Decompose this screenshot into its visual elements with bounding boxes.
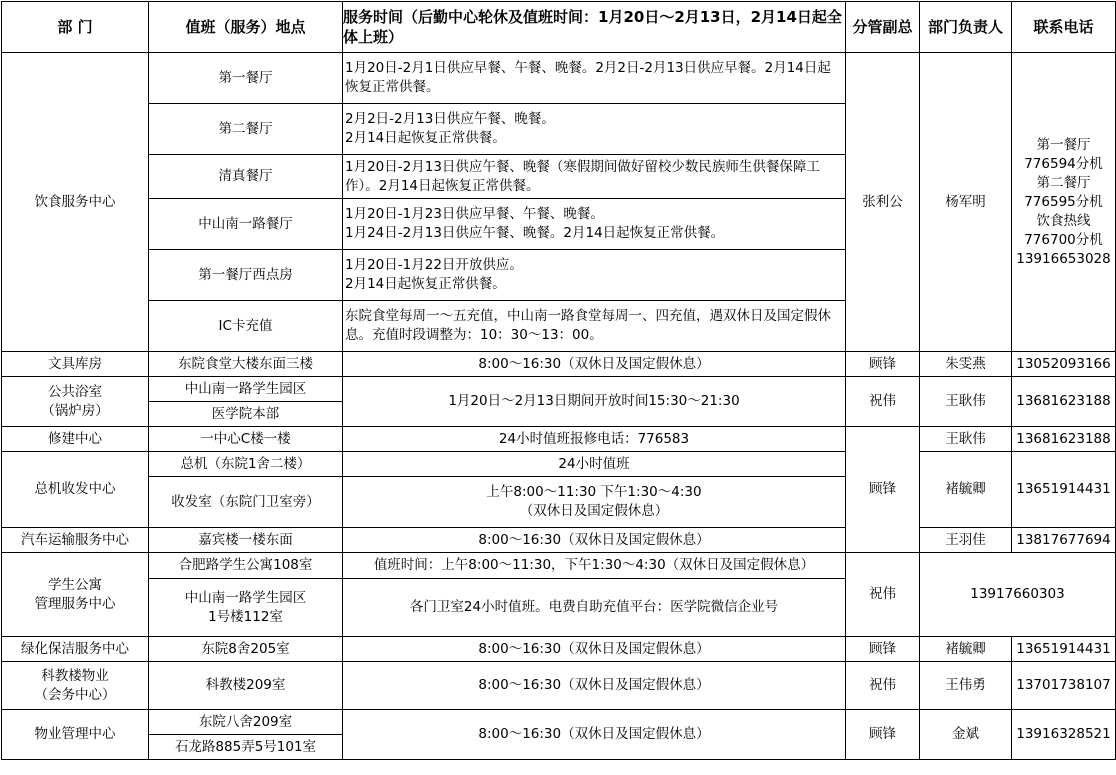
location-cell: 中山南一路学生园区 [149, 377, 343, 402]
vp-cell: 顾锋 [846, 427, 920, 553]
location-cell: 科教楼209室 [149, 662, 343, 710]
dept-head-cell: 王耿伟 [920, 377, 1012, 427]
dept-head-cell: 杨军明 [920, 53, 1012, 352]
service-time-cell: 1月20日-2月1日供应早餐、午餐、晚餐。2月2日-2月13日供应早餐。2月14日起恢复正常供餐。 [343, 53, 846, 104]
table-row [2, 352, 1116, 377]
header-phone: 联系电话 [1012, 2, 1116, 53]
dept-head-cell: 褚毓卿 [920, 637, 1012, 662]
dept-stationery: 文具库房 [2, 352, 149, 377]
phone-cell: 13917660303 [920, 553, 1116, 637]
service-time-cell: 1月20日-2月13日供应午餐、晚餐（寒假期间做好留校少数民族师生供餐保障工作）。2月14日起恢复正常供餐。 [343, 155, 846, 199]
table-row [2, 452, 1116, 477]
duty-schedule-table [1, 1, 1116, 760]
header-vp: 分管副总 [846, 2, 920, 53]
vp-cell: 祝伟 [846, 662, 920, 710]
phone-cell: 13651914431 [1012, 452, 1116, 528]
dept-head-cell: 王羽佳 [920, 528, 1012, 553]
vp-cell: 顾锋 [846, 710, 920, 760]
service-time-cell: 1月20日-1月22日开放供应。 2月14日起恢复正常供餐。 [343, 250, 846, 301]
vp-cell: 顾锋 [846, 352, 920, 377]
table-row [2, 377, 1116, 402]
table-row [2, 553, 1116, 579]
dept-repair: 修建中心 [2, 427, 149, 452]
location-cell: 清真餐厅 [149, 155, 343, 199]
dept-catering: 饮食服务中心 [2, 53, 149, 352]
service-time-cell: 上午8:00～11:30 下午1:30～4:30 （双休日及国定假休息） [343, 477, 846, 528]
service-time-cell: 24小时值班报修电话：776583 [343, 427, 846, 452]
location-cell: 第一餐厅 [149, 53, 343, 104]
location-cell: 合肥路学生公寓108室 [149, 553, 343, 579]
vp-cell: 顾锋 [846, 637, 920, 662]
dept-greening: 绿化保洁服务中心 [2, 637, 149, 662]
table-row [2, 662, 1116, 710]
service-time-cell: 1月20日-1月23日供应早餐、午餐、晚餐。 1月24日-2月13日供应午餐、晚餐。2月14日起恢复正常供餐。 [343, 199, 846, 250]
table-row [2, 528, 1116, 553]
phone-cell: 13916328521 [1012, 710, 1116, 760]
vp-cell: 祝伟 [846, 553, 920, 637]
dept-switchboard: 总机收发中心 [2, 452, 149, 528]
location-cell: 一中心C楼一楼 [149, 427, 343, 452]
dept-head-cell: 朱雯燕 [920, 352, 1012, 377]
header-service-time: 服务时间（后勤中心轮休及值班时间：1月20日～2月13日，2月14日起全体上班） [343, 2, 846, 53]
phone-cell: 13651914431 [1012, 637, 1116, 662]
phone-cell: 13817677694 [1012, 528, 1116, 553]
table-row [2, 637, 1116, 662]
service-time-cell: 24小时值班 [343, 452, 846, 477]
dept-dormitory: 学生公寓 管理服务中心 [2, 553, 149, 637]
phone-cell: 13681623188 [1012, 427, 1116, 452]
location-cell: 总机（东院1舍二楼） [149, 452, 343, 477]
location-cell: 东院食堂大楼东面三楼 [149, 352, 343, 377]
service-time-cell: 1月20日～2月13日期间开放时间15:30～21:30 [343, 377, 846, 427]
service-time-cell: 值班时间：上午8:00～11:30，下午1:30～4:30（双休日及国定假休息） [343, 553, 846, 579]
header-dept-head: 部门负责人 [920, 2, 1012, 53]
service-time-cell: 8:00～16:30（双休日及国定假休息） [343, 662, 846, 710]
phone-cell: 13701738107 [1012, 662, 1116, 710]
location-cell: IC卡充值 [149, 301, 343, 352]
service-time-cell: 2月2日-2月13日供应午餐、晚餐。 2月14日起恢复正常供餐。 [343, 104, 846, 155]
header-row [2, 2, 1116, 53]
phone-cell: 第一餐厅 776594分机 第二餐厅 776595分机 饮食热线 776700分机 13916653028 [1012, 53, 1116, 352]
dept-head-cell: 王耿伟 [920, 427, 1012, 452]
service-time-cell: 东院食堂每周一～五充值，中山南一路食堂每周一、四充值，遇双休日及国定假休息。充值时段调整为：10：30～13：00。 [343, 301, 846, 352]
phone-cell: 13052093166 [1012, 352, 1116, 377]
location-cell: 中山南一路餐厅 [149, 199, 343, 250]
location-cell: 中山南一路学生园区 1号楼112室 [149, 579, 343, 637]
location-cell: 东院八舍209室 [149, 710, 343, 735]
header-location: 值班（服务）地点 [149, 2, 343, 53]
table-row [2, 710, 1116, 735]
dept-head-cell: 金斌 [920, 710, 1012, 760]
dept-transport: 汽车运输服务中心 [2, 528, 149, 553]
service-time-cell: 各门卫室24小时值班。电费自助充值平台：医学院微信企业号 [343, 579, 846, 637]
header-dept: 部 门 [2, 2, 149, 53]
location-cell: 石龙路885弄5号101室 [149, 735, 343, 760]
location-cell: 第一餐厅西点房 [149, 250, 343, 301]
dept-bath: 公共浴室 （锅炉房） [2, 377, 149, 427]
service-time-cell: 8:00～16:30（双休日及国定假休息） [343, 528, 846, 553]
dept-property: 物业管理中心 [2, 710, 149, 760]
location-cell: 收发室（东院门卫室旁） [149, 477, 343, 528]
vp-cell: 张利公 [846, 53, 920, 352]
service-time-cell: 8:00～16:30（双休日及国定假休息） [343, 352, 846, 377]
dept-teaching-building: 科教楼物业 （会务中心） [2, 662, 149, 710]
phone-cell: 13681623188 [1012, 377, 1116, 427]
dept-head-cell: 褚毓卿 [920, 452, 1012, 528]
location-cell: 第二餐厅 [149, 104, 343, 155]
location-cell: 东院8舍205室 [149, 637, 343, 662]
dept-head-cell: 王伟勇 [920, 662, 1012, 710]
table-row [2, 427, 1116, 452]
location-cell: 嘉宾楼一楼东面 [149, 528, 343, 553]
location-cell: 医学院本部 [149, 402, 343, 427]
table-row [2, 53, 1116, 104]
vp-cell: 祝伟 [846, 377, 920, 427]
service-time-cell: 8:00～16:30（双休日及国定假休息） [343, 710, 846, 760]
service-time-cell: 8:00～16:30（双休日及国定假休息） [343, 637, 846, 662]
